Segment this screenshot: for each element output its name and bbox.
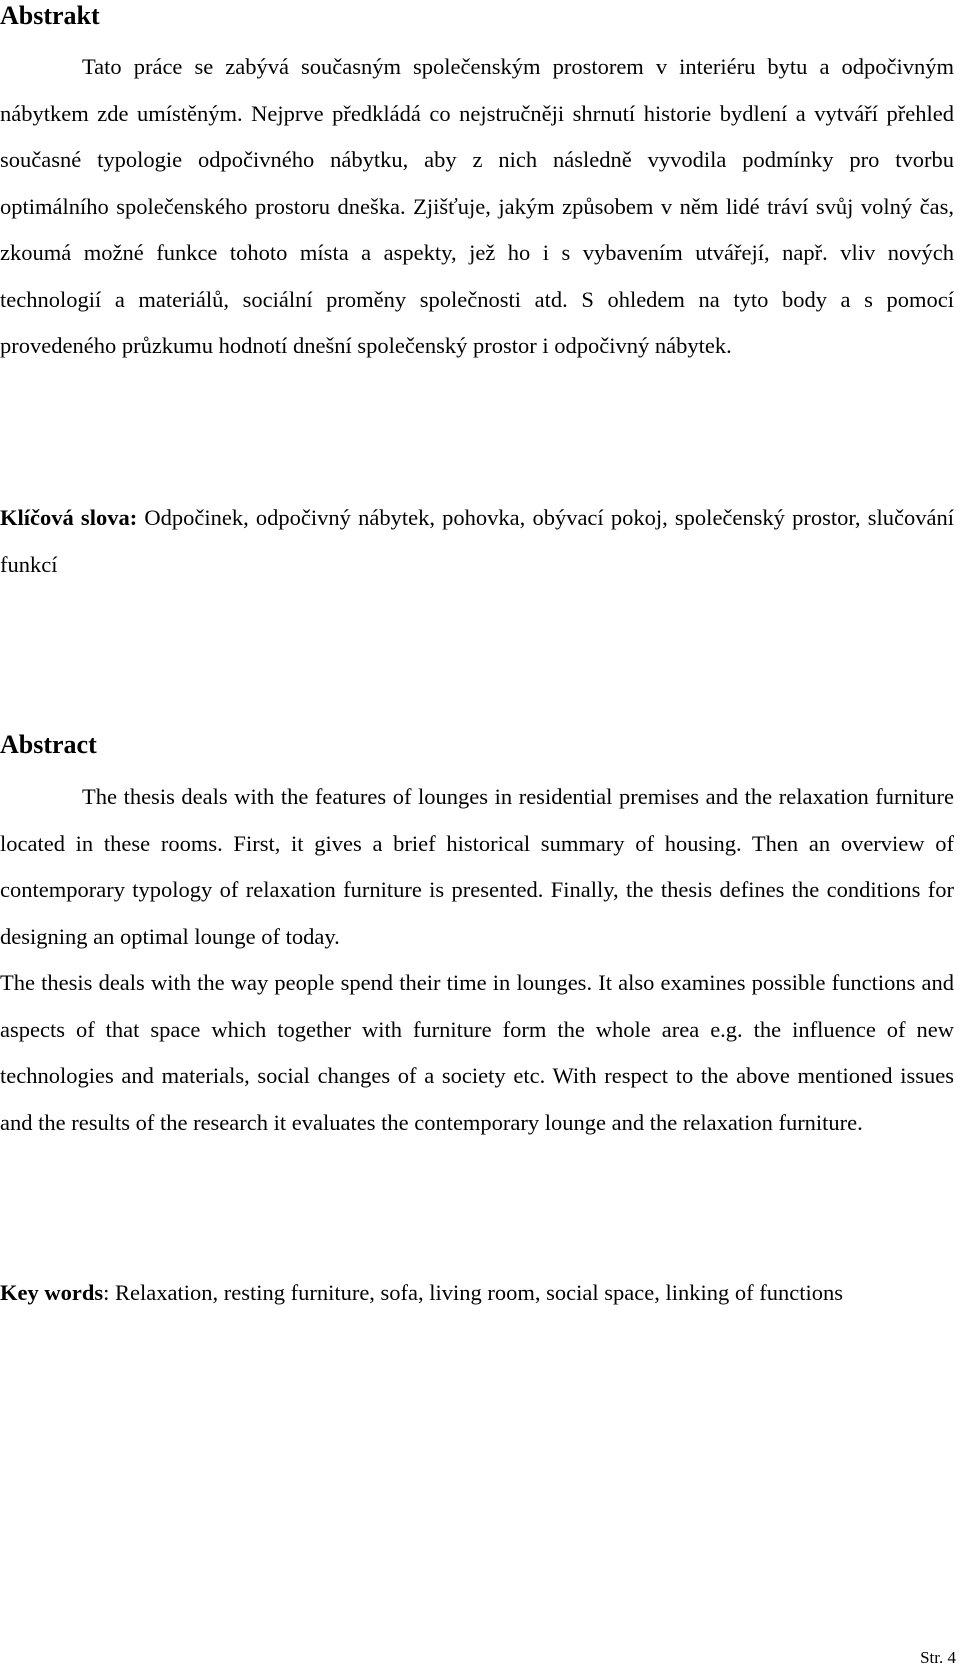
page-number: Str. 4 bbox=[920, 1648, 956, 1667]
czech-keywords-label: Klíčová slova: bbox=[0, 505, 138, 530]
abstrakt-heading: Abstrakt bbox=[0, 1, 100, 30]
abstract-body bbox=[0, 774, 954, 1146]
abstract-paragraph-2: The thesis deals with the way people spend their time in lounges. It also examines possible functions and aspects of that space which together with furniture form the whole area e.g. the influence of new technologies and materials, social changes of a society etc. With respect to the above mentioned issues and the results of the research it evaluates the contemporary lounge and the relaxation furniture. bbox=[0, 970, 954, 1135]
english-keywords-text: : Relaxation, resting furniture, sofa, living room, social space, linking of functions bbox=[103, 1280, 843, 1305]
abstract-paragraph-1: The thesis deals with the features of lounges in residential premises and the relaxation furniture located in these rooms. First, it gives a brief historical summary of housing. Then an overview of contemporary typology of relaxation furniture is presented. Finally, the thesis defines the conditions for designing an optimal lounge of today. bbox=[0, 784, 954, 949]
abstrakt-paragraph: Tato práce se zabývá současným společenským prostorem v interiéru bytu a odpočivným nábytkem zde umístěným. Nejprve předkládá co nejstručněji shrnutí historie bydlení a vytváří přehled současné typologie odpočivného nábytku, aby z nich následně vyvodila podmínky pro tvorbu optimálního společenského prostoru dneška. Zjišťuje, jakým způsobem v něm lidé tráví svůj volný čas, zkoumá možné funkce tohoto místa a aspekty, jež ho i s vybavením utvářejí, např. vliv nových technologií a materiálů, sociální proměny společnosti atd. S ohledem na tyto body a s pomocí provedeného průzkumu hodnotí dnešní společenský prostor i odpočivný nábytek. bbox=[0, 54, 954, 358]
english-keywords-label: Key words bbox=[0, 1280, 104, 1305]
english-keywords bbox=[0, 1270, 954, 1317]
czech-keywords-text: Odpočinek, odpočivný nábytek, pohovka, obývací pokoj, společenský prostor, slučování funkcí bbox=[0, 505, 954, 577]
abstract-heading: Abstract bbox=[0, 730, 97, 759]
czech-keywords bbox=[0, 495, 954, 588]
